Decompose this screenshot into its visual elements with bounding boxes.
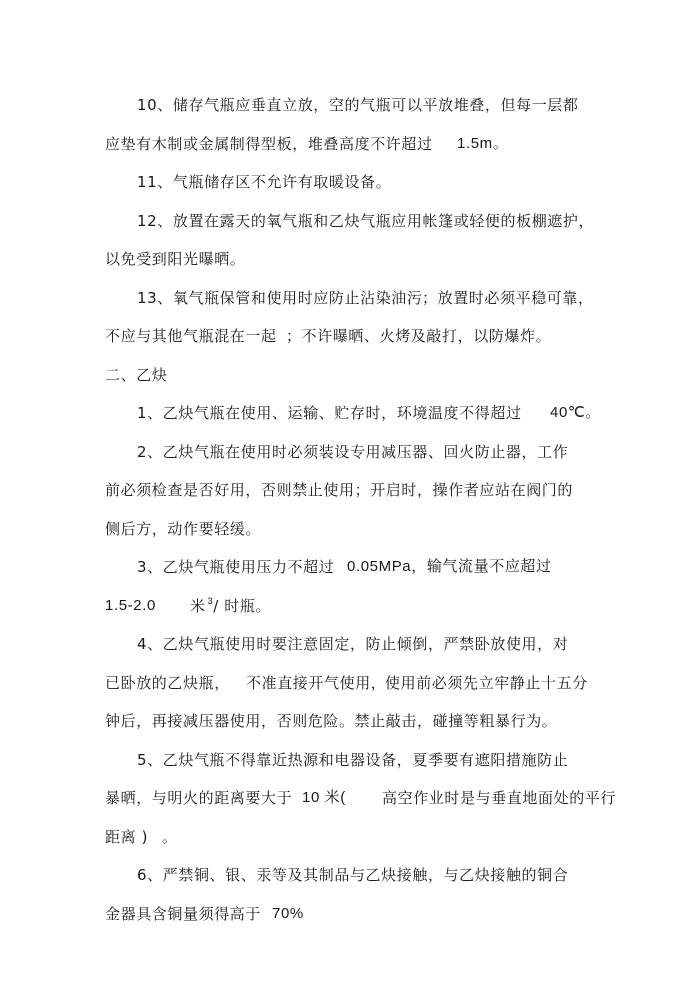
item-5-line-3-period: 。 [162, 828, 178, 846]
paragraph-13-line-2: 不应与其他气瓶混在一起 [105, 327, 277, 345]
item-2-line-3: 侧后方，动作要轻缓。 [105, 520, 262, 538]
paragraph-10-line-2: 应垫有木制或金属制得型板，堆叠高度不许超过 [105, 135, 433, 153]
paragraph-12-line-2: 以免受到阳光曝晒。 [105, 250, 246, 268]
item-5-line-3: 距离 ) [105, 828, 149, 846]
paragraph-12-line-1: 12、放置在露天的氧气瓶和乙炔气瓶应用帐篷或轻便的板棚遮护， [137, 212, 595, 230]
item-6-line-1: 6、严禁铜、银、汞等及其制品与乙炔接触，与乙炔接触的铜合 [137, 866, 569, 884]
item-3-flow-value: 1.5-2.0 [105, 597, 156, 614]
item-5-line-2-a: 暴晒，与明火的距离要大于 [105, 789, 293, 807]
item-1: 1、乙炔气瓶在使用、运输、贮存时，环境温度不得超过 [137, 404, 522, 422]
item-4-line-2-c: 使用前必须先立牢静止十五分 [385, 674, 588, 692]
section-heading: 二、乙炔 [105, 366, 168, 384]
item-5-line-1: 5、乙炔气瓶不得靠近热源和电器设备，夏季要有遮阳措施防止 [137, 751, 569, 769]
item-6-line-2: 金器具含铜量须得高于 [105, 905, 262, 923]
item-3-line-1-tail: 0.05MPa，输气流量不应超过 [347, 558, 552, 575]
item-6-value: 70% [272, 905, 304, 922]
item-2-line-2: 前必须检查是否好用，否则禁止使用；开启时，操作者应站在阀门的 [105, 481, 574, 499]
item-4-line-2-a: 已卧放的乙炔瓶， [105, 674, 230, 692]
item-3-superscript: 3 [207, 596, 214, 606]
item-4-line-2-b: 不准直接开气使用， [246, 674, 387, 692]
item-3-unit-tail: / 时瓶。 [213, 597, 272, 615]
paragraph-10-line-1: 10、储存气瓶应垂直立放，空的气瓶可以平放堆叠，但每一层都 [137, 96, 579, 114]
paragraph-13-line-1: 13、氧气瓶保管和使用时应防止沾染油污 [137, 289, 423, 307]
paragraph-10-value: 1.5m。 [457, 135, 509, 152]
paragraph-11: 11、气瓶储存区不允许有取暖设备。 [137, 173, 392, 191]
item-4-line-1: 4、乙炔气瓶使用时要注意固定，防止倾倒，严禁卧放使用，对 [137, 635, 569, 653]
item-3-unit [190, 596, 271, 618]
item-3-unit-text: 米 [190, 597, 206, 615]
item-3-line-1: 3、乙炔气瓶使用压力不超过 [137, 558, 335, 576]
paragraph-13-line-2-tail: ；不许曝晒、火烤及敲打，以防爆炸。 [286, 327, 552, 345]
item-5-distance: 10 米( [302, 789, 346, 806]
item-1-value: 40℃。 [550, 404, 601, 421]
paragraph-13-line-1-tail: ；放置时必须平稳可靠， [422, 289, 594, 307]
item-5-line-2-b: 高空作业时是与垂直地面处的平行 [382, 789, 617, 807]
item-2-line-1: 2、乙炔气瓶在使用时必须装设专用减压器、回火防止器，工作 [137, 443, 569, 461]
item-4-line-3: 钟后，再接减压器使用，否则危险。禁止敲击，碰撞等粗暴行为。 [105, 712, 558, 730]
